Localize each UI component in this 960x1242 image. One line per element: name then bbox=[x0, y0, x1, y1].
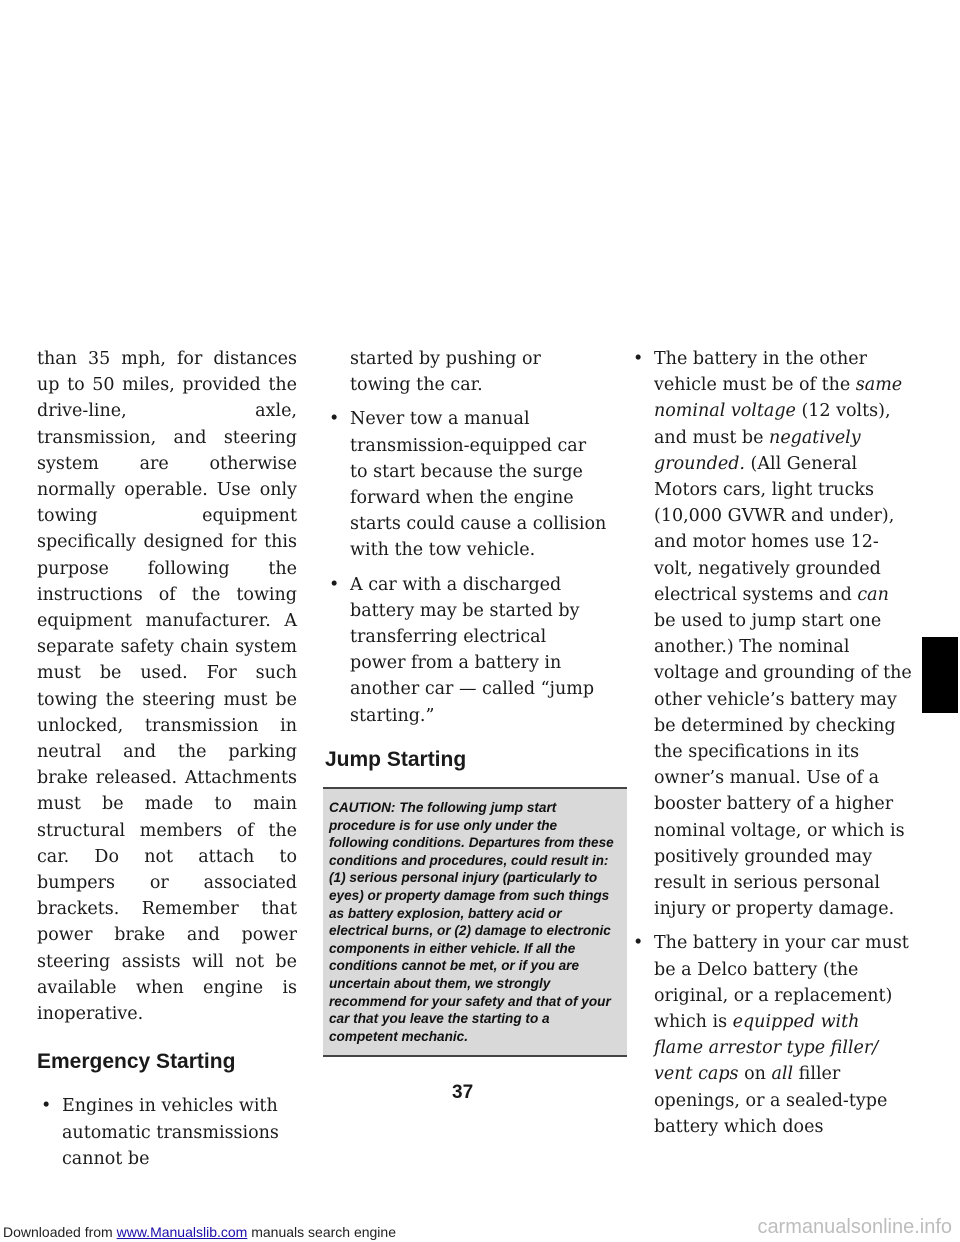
page-number: 37 bbox=[452, 1082, 474, 1103]
list-item bbox=[629, 930, 914, 1140]
caution-box: CAUTION: The following jump start procedure is for use only under the following conditions. Departures from these conditions and procedures, could result in: (1) serious personal injury (particularly to eyes) or property damage from such things as battery explosion, battery acid or electrical burns, or (2) damage to electronic components in either vehicle. If all the conditions cannot be met, or if you are uncertain about them, we strongly recommend for your safety and that of your car that you leave the starting to a competent mechanic. bbox=[323, 787, 627, 1057]
bullet-text: A car with a discharged battery may be started by transferring electrical power from a battery in another car — called “jump starting.” bbox=[350, 574, 595, 726]
column-right bbox=[629, 346, 914, 1148]
bullet-text-2a: The battery in your car must be a Delco battery (the original, or a replacement) which is bbox=[654, 933, 909, 1033]
download-watermark bbox=[3, 1224, 396, 1240]
column-middle bbox=[325, 346, 614, 1057]
bullet-icon: • bbox=[633, 933, 644, 954]
watermark-prefix: Downloaded from bbox=[3, 1224, 117, 1240]
emphasis-can: can bbox=[857, 584, 889, 605]
bullet-icon: • bbox=[329, 409, 340, 430]
bullet-text-1b: (12 volts), and must be bbox=[654, 401, 891, 448]
bullet-text-2b: on bbox=[738, 1064, 772, 1085]
footer-brand: carmanualsonline.info bbox=[757, 1216, 952, 1238]
bullet-text-1a: The battery in the other vehicle must be of the bbox=[654, 349, 867, 396]
watermark-suffix: manuals search engine bbox=[247, 1224, 396, 1240]
bullet-icon: • bbox=[41, 1096, 52, 1117]
middle-bullet-list bbox=[325, 406, 607, 728]
bullet-text-1c: (All General Motors cars, light trucks (10,000 GVWR and under), and motor homes use 12-volt, negatively grounded electrical systems and bbox=[654, 453, 895, 605]
bullet-icon: • bbox=[633, 349, 644, 369]
column-left bbox=[37, 346, 297, 1180]
emergency-bullet-list bbox=[37, 1093, 297, 1172]
emphasis-all: all bbox=[771, 1064, 794, 1085]
manualslib-link[interactable]: www.Manualslib.com bbox=[116, 1224, 248, 1240]
list-item bbox=[37, 1093, 297, 1172]
list-item bbox=[325, 572, 607, 729]
emphasis-same-nominal-voltage: same nominal voltage bbox=[654, 375, 903, 422]
emphasis-negatively-grounded: negatively grounded. bbox=[654, 427, 861, 474]
emphasis-flame-arrestor: equipped with flame arrestor type filler/ vent caps bbox=[654, 1012, 879, 1085]
bullet-text-1d: be used to jump start one another.) The nominal voltage and grounding of the other vehicle’s battery may be determined by checking the specifications in its owner’s manual. Use of a booster battery of a higher nominal voltage, or which is positively grounded may result in serious personal injury or property damage. bbox=[654, 611, 912, 920]
bullet-icon: • bbox=[329, 574, 340, 595]
heading-emergency-starting: Emergency Starting bbox=[37, 1050, 236, 1074]
list-item bbox=[325, 406, 607, 563]
towing-paragraph: than 35 mph, for distances up to 50 miles, provided the drive-line, axle, transmission, and steering system are otherwise normally operable. Use only towing equipment specifically designed for this purpose following the instructions of the towing equipment manufacturer. A separate safety chain system must be used. For such towing the steering must be unlocked, transmission in neutral and the parking brake released. Attachments must be made to main structural members of the car. Do not attach to bumpers or associated brackets. Remember that power brake and power steering assists will not be available when engine is inoperative. bbox=[37, 349, 297, 1025]
bullet-text: Never tow a manual transmission-equipped car to start because the surge forward when the engine starts could cause a collision with the tow vehicle. bbox=[350, 409, 607, 561]
bullet-text: Engines in vehicles with automatic transmissions cannot be bbox=[62, 1096, 279, 1169]
section-tab-marker bbox=[922, 637, 958, 713]
list-item bbox=[629, 346, 914, 922]
bullet-text-2c: filler openings, or a sealed-type battery which does bbox=[654, 1064, 888, 1137]
right-bullet-list bbox=[629, 346, 914, 1140]
continued-text: started by pushing or towing the car. bbox=[350, 349, 541, 396]
heading-jump-starting: Jump Starting bbox=[325, 747, 467, 771]
